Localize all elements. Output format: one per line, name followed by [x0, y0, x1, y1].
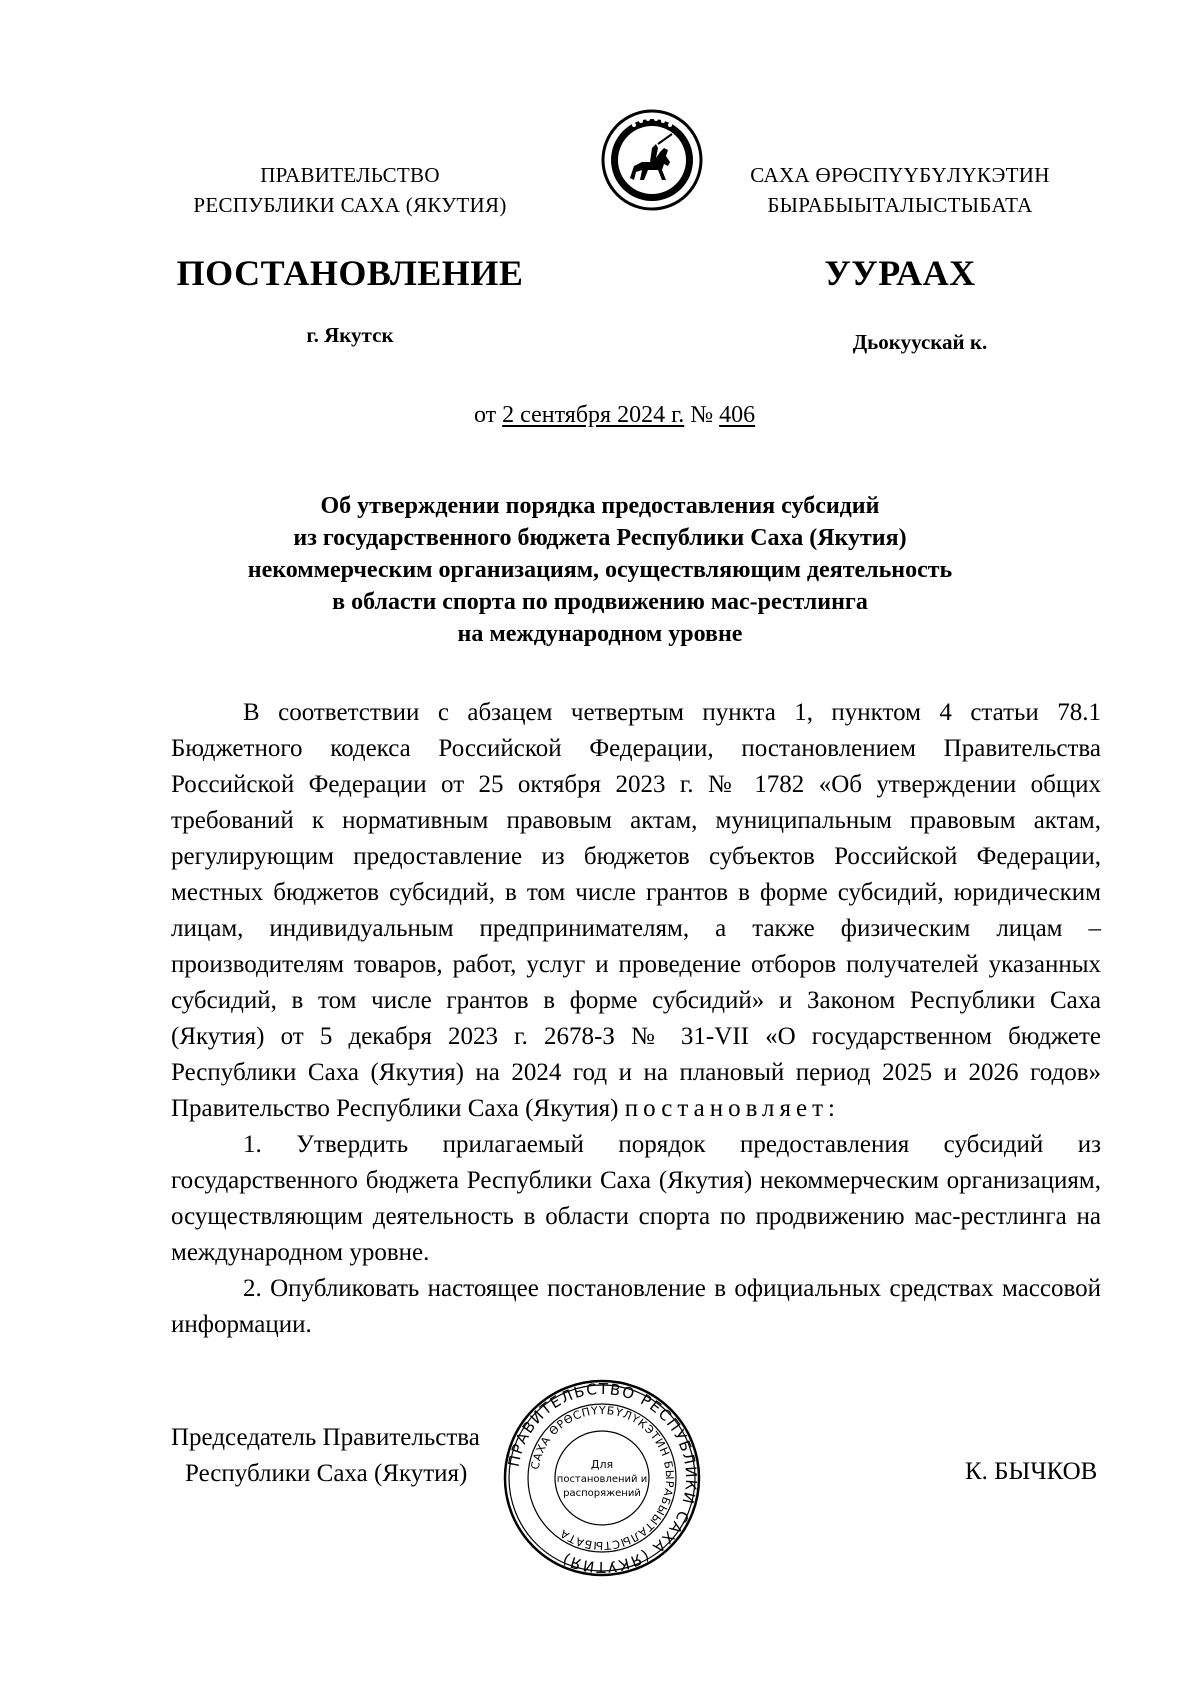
doctype-ru: ПОСТАНОВЛЕНИЕ [176, 253, 524, 293]
document-title [160, 490, 1040, 650]
item-2-paragraph: 2. Опубликовать настоящее постановление в официальных средствах массовой информации. [171, 1275, 1101, 1338]
preamble-paragraph [171, 695, 1101, 1127]
item-1-paragraph: 1. Утвердить прилагаемый порядок предоставления субсидий из государственного бюджета Республики Саха (Якутия) некоммерческим организациям, осуществляющим деятельность в области спорта по продвижению мас-рестлинга на международном уровне. [171, 1131, 1101, 1266]
header-left [160, 160, 540, 220]
seal-outer-text: ПРАВИТЕЛЬСТВО РЕСПУБЛИКИ САХА (ЯКУТИЯ) [504, 1379, 701, 1577]
document-body [171, 695, 1101, 1343]
signatory-position-line2: Республики Саха (Якутия) [185, 1460, 468, 1487]
signatory-position [171, 1420, 480, 1492]
seal-center-line1: Для [590, 1458, 614, 1471]
city-ru: г. Якутск [306, 323, 394, 347]
signatory-name: К. БЫЧКОВ [965, 1458, 1098, 1485]
org-name-sah-line1: САХА ӨРӨСПҮҮБҮЛҮКЭТИН [750, 163, 1050, 187]
title-line: на международном уровне [457, 621, 743, 647]
preamble-text: В соответствии с абзацем четвертым пункта 1, пунктом 4 статьи 78.1 Бюджетного кодекса Российской Федерации, постановлением Правительства Российской Федерации от 25 октября 2023 г. № 1782 «Об утверждении общих требований к нормативным правовым актам, муниципальным правовым актам, регулирующим предоставление из бюджетов субъектов Российской Федерации, местных бюджетов субсидий, в том числе грантов в форме субсидий, юридическим лицам, индивидуальным предпринимателям, а также физическим лицам – производителям товаров, работ, услуг и проведение отборов получателей указанных субсидий, в том числе грантов в форме субсидий» и Законом Республики Саха (Якутия) от 5 декабря 2023 г. 2678-З № 31-VII «О государственном бюджете Республики Саха (Якутия) на 2024 год и на плановый период 2025 и 2026 годов» Правительство Республики Саха (Якутия) [171, 699, 1101, 1122]
title-line: из государственного бюджета Республики Саха (Якутия) [293, 525, 907, 551]
yakutia-coat-of-arms-icon [600, 108, 704, 212]
date-prefix: от [474, 402, 497, 428]
signatory-position-line1: Председатель Правительства [171, 1424, 480, 1451]
doctype-sah: УУРААХ [824, 253, 976, 293]
title-line: Об утверждении порядка предоставления субсидий [320, 493, 880, 519]
decree-word: постановляет: [624, 1095, 840, 1122]
number-sign: № [690, 402, 714, 428]
org-name-ru-line2: РЕСПУБЛИКИ САХА (ЯКУТИЯ) [193, 193, 507, 217]
header-right [720, 160, 1080, 220]
date-line [474, 402, 755, 429]
document-number: 406 [719, 402, 756, 428]
title-line: некоммерческим организациям, осуществляющим деятельность [247, 557, 953, 583]
org-name-ru-line1: ПРАВИТЕЛЬСТВО [260, 163, 440, 187]
document-date: 2 сентября 2024 г. [502, 402, 685, 428]
official-seal-icon [502, 1378, 702, 1578]
seal-inner-text: САХА ӨРӨСПҮҮБҮЛҮКЭТИН БЫРАБЫЫТАЛЫСТЫБАТА [528, 1403, 677, 1553]
seal-center-line3: распоряжений [563, 1488, 641, 1499]
title-line: в области спорта по продвижению мас-рестлинга [332, 589, 868, 615]
city-sah: Дьокуускай к. [852, 330, 988, 354]
org-name-sah-line2: БЫРАБЫЫТАЛЫСТЫБАТА [767, 193, 1033, 217]
seal-center-line2: постановлений и [556, 1474, 648, 1485]
